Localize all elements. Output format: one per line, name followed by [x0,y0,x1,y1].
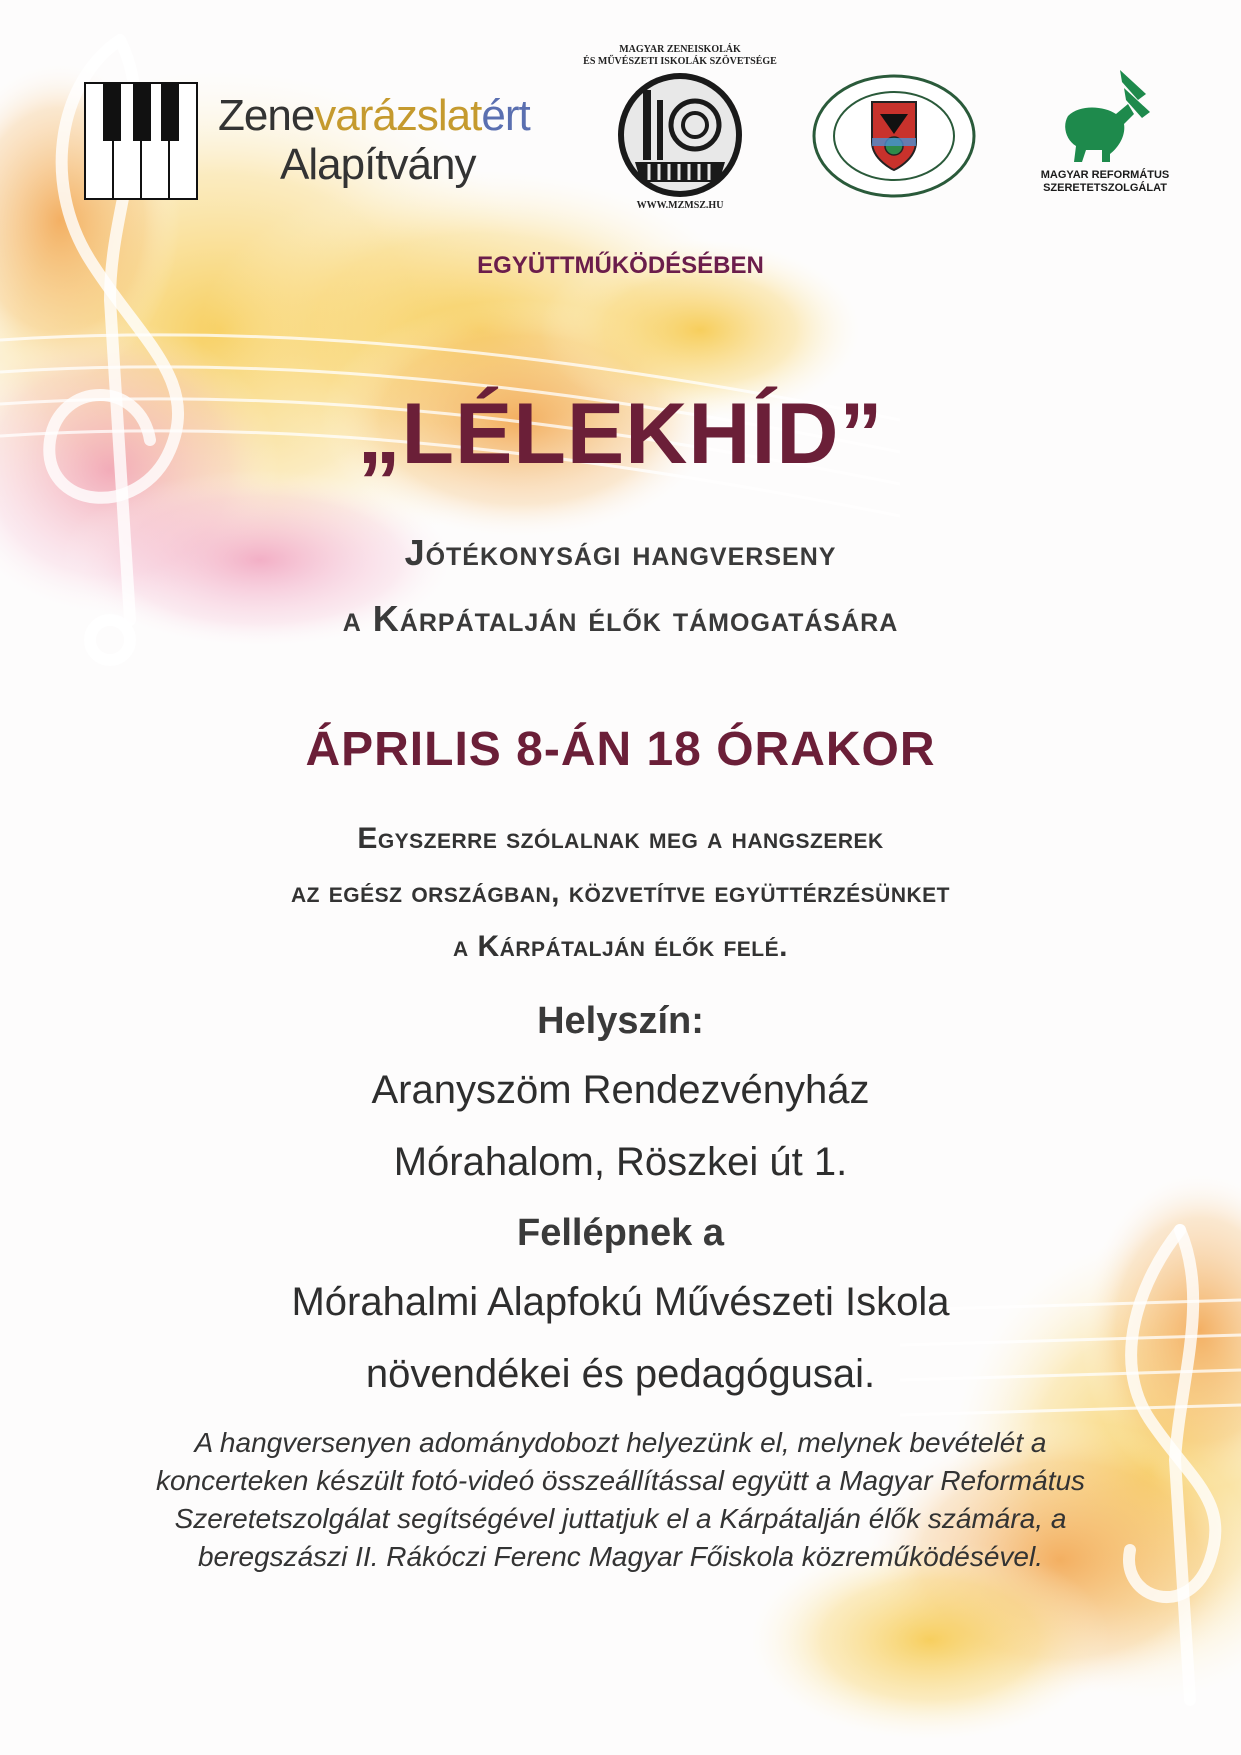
note-line4: beregszászi II. Rákóczi Ferenc Magyar Főiskola közreműködésével. [197,1541,1043,1572]
note-line1: A hangversenyen adománydobozt helyezünk el, melynek bevételét a [194,1427,1047,1458]
performers-heading: Fellépnek a [517,1212,724,1254]
sponsor-logos [0,0,1241,230]
cooperation-label: EGYÜTTMŰKÖDÉSÉBEN [477,252,764,279]
mzmsz-logo [580,44,780,220]
green-deer-icon [1050,64,1160,164]
mzmsz-title-line1: MAGYAR ZENEISKOLÁK [619,44,741,55]
subtitle-line1: Jótékonysági hangverseny [404,532,837,573]
description-line1: Egyszerre szólalnak meg a hangszerek [357,822,884,855]
subtitle-line2: a Kárpátalján élők támogatására [342,598,899,639]
logo-text-alapitvany: Alapítvány [280,140,476,189]
note-line2: koncerteken készült fotó-videó összeállítással együtt a Magyar Református [155,1465,1086,1496]
logo-text-part: Zene [218,91,315,140]
venue-address: Mórahalom, Röszkei út 1. [393,1140,848,1184]
logo-text-part: varázslat [314,91,482,140]
event-title: „LÉLEKHÍD” [357,386,884,482]
instruments-emblem-icon [615,70,745,200]
venue-heading: Helyszín: [537,1000,704,1042]
mzmsz-url: WWW.MZMSZ.HU [636,200,724,211]
event-date: ÁPRILIS 8-ÁN 18 ÓRAKOR [305,723,936,776]
venue-name: Aranyszöm Rendezvényház [371,1068,870,1112]
logo-text-part: ért [481,91,530,140]
event-subtitle [0,520,1241,652]
zenevarazslatert-logo-text [218,92,530,190]
note-line3: Szeretetszolgálat segítségével juttatjuk el a Kárpátalján élők számára, a [174,1503,1067,1534]
donation-note [90,1424,1151,1576]
performers-school: Mórahalmi Alapfokú Művészeti Iskola [291,1280,950,1324]
mrsz-text-line2: SZERETETSZOLGÁLAT [1043,182,1167,194]
description-line2: az egész országban, közvetítve együttérzésünket [290,876,951,909]
mrsz-logo [1040,64,1170,214]
event-description [0,812,1241,974]
mrsz-text-line1: MAGYAR REFORMÁTUS [1040,169,1170,181]
mzmsz-title-line2: ÉS MŰVÉSZETI ISKOLÁK SZÖVETSÉGE [583,56,777,67]
rakoczi-college-seal-icon [810,72,978,200]
piano-keys-icon [84,82,198,200]
performers-members: növendékei és pedagógusai. [365,1352,876,1396]
description-line3: a Kárpátalján élők felé. [453,930,788,963]
